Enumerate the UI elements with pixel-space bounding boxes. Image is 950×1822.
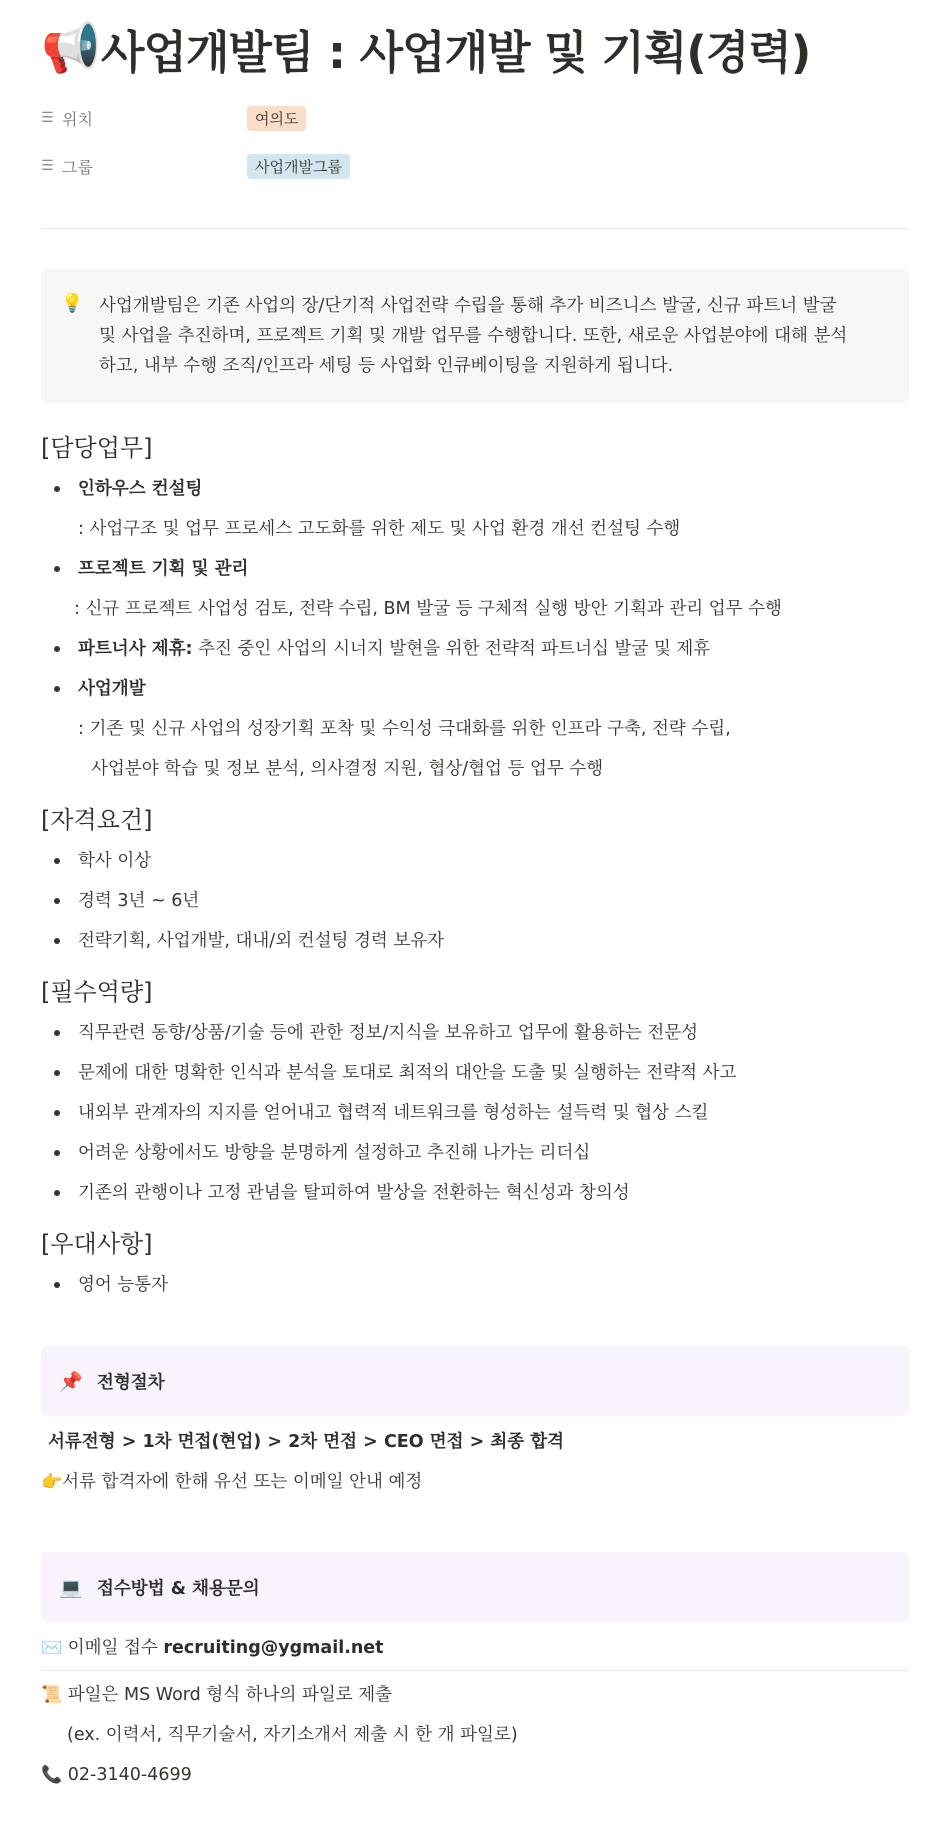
section-heading-competencies: [필수역량] — [41, 978, 153, 1006]
process-callout — [41, 1346, 909, 1416]
pointing-hand-icon: 👉 — [41, 1472, 63, 1492]
property-label: 그룹 — [62, 157, 93, 177]
list-item: 사업개발 — [41, 669, 909, 709]
callout-line: 하고, 내부 수행 조직/인프라 세팅 등 사업화 인큐베이팅을 지원하게 됩니다. — [99, 356, 674, 376]
page-title: 사업개발팀 : 사업개발 및 기획(경력) — [101, 25, 811, 79]
list-item: 영어 능통자 — [41, 1265, 909, 1305]
intro-callout — [41, 269, 909, 403]
megaphone-icon: 📢 — [41, 20, 101, 76]
duty-description: : 신규 프로젝트 사업성 검토, 전략 수립, BM 발굴 등 구체적 실행 방안 기획과 관리 업무 수행 — [74, 599, 782, 619]
property-group[interactable] — [41, 142, 909, 190]
lightbulb-icon: 💡 — [61, 293, 84, 314]
callout-line: 및 사업을 추진하며, 프로젝트 기획 및 개발 업무를 수행합니다. 또한, 새로운 사업분야에 대해 분석 — [99, 326, 848, 346]
phone-icon: 📞 — [41, 1765, 63, 1785]
envelope-icon: ✉️ — [41, 1638, 63, 1658]
preferred-list — [41, 1265, 909, 1305]
list-icon: ☰ — [41, 158, 54, 174]
duty-description: 사업분야 학습 및 정보 분석, 의사결정 지원, 협상/협업 등 업무 수행 — [91, 759, 604, 779]
section-heading-duties: [담당업무] — [41, 434, 153, 462]
list-item: 문제에 대한 명확한 인식과 분석을 토대로 최적의 대안을 도출 및 실행하는 전략적 사고 — [41, 1053, 909, 1093]
callout-line: 사업개발팀은 기존 사업의 장/단기적 사업전략 수립을 통해 추가 비즈니스 발굴, 신규 파트너 발굴 — [99, 296, 837, 316]
phone-line — [41, 1755, 909, 1795]
email-link[interactable]: recruiting@ygmail.net — [163, 1638, 384, 1658]
process-note: 👉서류 합격자에 한해 유선 또는 이메일 안내 예정 — [41, 1472, 423, 1492]
phone-number[interactable]: 02-3140-4699 — [67, 1765, 192, 1785]
apply-heading: 접수방법 & 채용문의 — [97, 1578, 260, 1599]
qualifications-list — [41, 841, 909, 961]
list-item: 파트너사 제휴: 추진 중인 사업의 시너지 발현을 위한 전략적 파트너십 발굴 및 제휴 — [41, 629, 909, 669]
duties-list — [41, 469, 909, 509]
list-item: 전략기획, 사업개발, 대내/외 컨설팅 경력 보유자 — [41, 921, 909, 961]
file-example: (ex. 이력서, 직무기술서, 자기소개서 제출 시 한 개 파일로) — [67, 1725, 518, 1745]
list-item: 직무관련 동향/상품/기술 등에 관한 정보/지식을 보유하고 업무에 활용하는 전문성 — [41, 1013, 909, 1053]
group-tag[interactable]: 사업개발그룹 — [247, 154, 350, 179]
duty-description: : 사업구조 및 업무 프로세스 고도화를 위한 제도 및 사업 환경 개선 컨설팅 수행 — [78, 519, 681, 539]
duty-description: : 기존 및 신규 사업의 성장기획 포착 및 수익성 극대화를 위한 인프라 구축, 전략 수립, — [78, 719, 731, 739]
list-icon: ☰ — [41, 110, 54, 126]
list-item: 기존의 관행이나 고정 관념을 탈피하여 발상을 전환하는 혁신성과 창의성 — [41, 1173, 909, 1213]
email-line: ✉️ 이메일 접수 recruiting@ygmail.net — [41, 1638, 384, 1658]
competencies-list — [41, 1013, 909, 1213]
section-heading-preferred: [우대사항] — [41, 1230, 153, 1258]
page-header — [41, 0, 909, 94]
property-label: 위치 — [62, 109, 93, 129]
location-tag[interactable]: 여의도 — [247, 106, 306, 131]
property-location[interactable] — [41, 94, 909, 142]
scroll-icon: 📜 — [41, 1685, 63, 1705]
list-item: 어려운 상황에서도 방향을 분명하게 설정하고 추진해 나가는 리더십 — [41, 1133, 909, 1173]
apply-callout — [41, 1552, 909, 1622]
pushpin-icon: 📌 — [59, 1370, 83, 1393]
divider — [41, 1670, 909, 1671]
list-item: 인하우스 컨설팅 — [41, 469, 909, 509]
file-line: 📜 파일은 MS Word 형식 하나의 파일로 제출 — [41, 1685, 393, 1705]
section-heading-qualifications: [자격요건] — [41, 806, 153, 834]
list-item: 내외부 관계자의 지지를 얻어내고 협력적 네트워크를 형성하는 설득력 및 협상 스킬 — [41, 1093, 909, 1133]
list-item: 학사 이상 — [41, 841, 909, 881]
laptop-icon: 💻 — [59, 1576, 83, 1599]
process-heading: 전형절차 — [97, 1372, 165, 1393]
process-steps: 서류전형 > 1차 면접(현업) > 2차 면접 > CEO 면접 > 최종 합격 — [48, 1432, 565, 1452]
list-item: 프로젝트 기획 및 관리 — [41, 549, 909, 589]
list-item: 경력 3년 ~ 6년 — [41, 881, 909, 921]
